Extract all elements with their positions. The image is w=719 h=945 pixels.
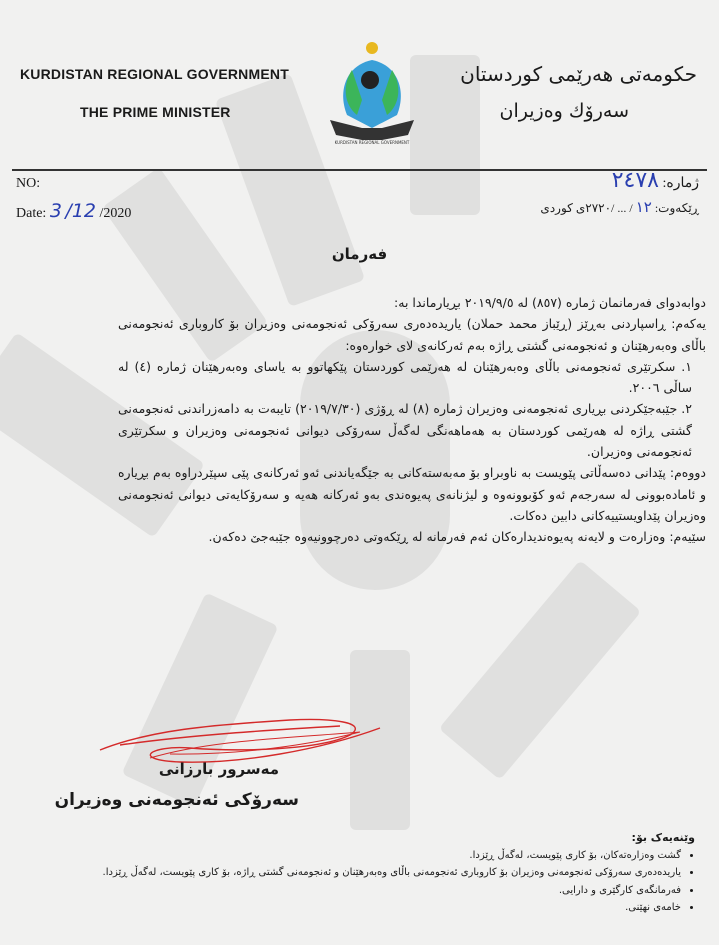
- clause-first: یەکەم: ڕاسپاردنی بەڕێز (ڕێباز محمد حملان) یاریدەدەری سەرۆکی ئەنجومەنی وەزیران بۆ کاروباری ئەنجومەنی باڵای وەبەرهێنان و ئەنجومەنی گشتی ڕاژە بەم ئەرکانەی لای خوارەوە:: [118, 316, 706, 353]
- date-label-ku: ڕێکەوت:: [654, 201, 699, 215]
- number-label-ku: ژمارە:: [662, 176, 699, 191]
- copies-heading: وێنەیەک بۆ:: [631, 831, 695, 844]
- date-month: /12: [65, 200, 96, 222]
- copy-recipient: • فەرمانگەی کارگێری و دارایی.: [103, 882, 681, 900]
- copy-recipient: • خامەی نهێنی.: [103, 899, 681, 917]
- number-ku: [612, 168, 699, 193]
- emblem-caption: KURDISTAN REGIONAL GOVERNMENT: [334, 140, 410, 145]
- krg-emblem: [322, 40, 422, 150]
- copies-list: [103, 829, 695, 917]
- intro-paragraph: دوابەدوای فەرمانمان ژمارە (٨٥٧) لە ٢٠١٩/٩/٥ بڕیارماندا بە:: [394, 295, 706, 310]
- watermark-bar: [439, 560, 642, 780]
- document-body: [118, 292, 706, 548]
- office-name-en: THE PRIME MINISTER: [80, 104, 231, 120]
- clause-first-item-2: ٢. جێبەجێکردنی بڕیاری ئەنجومەنی وەزیران ژمارە (٨) لە ڕۆژی (٢٠١٩/٧/٣٠) تایبەت بە دامەزراندنی ئەنجومەنی گشتی ڕاژە لە هەرێمی کوردستان بە هەماهەنگی لەگەڵ سەرۆکی دیوانی ئەنجومەنی وەزیران و سکرتێری ئەنجومەنی وەزیران.: [118, 401, 693, 460]
- copy-recipient: • گشت وەزارەتەکان، بۆ کاری پێویست، لەگەڵ ڕێزدا.: [103, 847, 681, 865]
- date-rest-ku: / ... /٢٧٢٠ی کوردی: [540, 201, 633, 215]
- date-day: 3: [49, 200, 62, 222]
- date-year: /2020: [99, 206, 132, 221]
- header-divider: [12, 169, 707, 171]
- date-day-ku: ١٢: [635, 198, 652, 216]
- number-label-en: NO:: [16, 176, 41, 191]
- office-name-ku: سەرۆك وەزیران: [499, 100, 629, 122]
- clause-third: سێیەم: وەزارەت و لایەنە پەیوەندیدارەکان ئەم فەرمانە لە ڕێکەوتی دەرچوونیەوە جێبەجێ دەکەن.: [208, 529, 706, 545]
- clause-second: دووەم: پێدانی دەسەڵاتی پێویست بە ناوبراو بۆ مەبەستەکانی بە جێگەیاندنی ئەو ئەرکانەی پێی سپێردراوە بەم بڕیارە و ئامادەبوونی لە سەرجەم ئەو کۆبوونەوە و لیژنانەی پەیوەندی بەو ئەرکانە هەیە و سەرۆکایەتی دیوانی ئەنجومەنی وەزیران پێداویستییەکانی دابین دەکات.: [118, 465, 706, 523]
- date-ku: [540, 198, 699, 216]
- number-value: ٢٤٧٨: [611, 168, 659, 193]
- clause-first-item-1: ١. سکرتێری ئەنجومەنی باڵای وەبەرهێنان لە هەرێمی کوردستان پێکهاتوو بە یاسای وەبەرهێنان ژمارە (٤) لە ساڵی ٢٠٠٦.: [118, 358, 692, 396]
- org-name-en: KURDISTAN REGIONAL GOVERNMENT: [20, 66, 289, 82]
- date-label: Date:: [16, 206, 47, 221]
- date-en: [16, 200, 131, 222]
- org-name-ku: حکومەتی هەرێمی کوردستان: [460, 62, 697, 86]
- copy-recipient: • یاریدەدەری سەرۆکی ئەنجومەنی وەزیران بۆ کاروباری ئەنجومەنی باڵای وەبەرهێنان و ئەنجومەنی گشتی ڕاژە، بۆ کاری پێویست، لەگەڵ ڕێزدا.: [103, 864, 681, 882]
- signatory-name: مەسرور بارزانی: [158, 760, 279, 778]
- document-title: فەرمان: [331, 245, 388, 263]
- signatory-position: سەرۆکی ئەنجومەنی وەزیران: [54, 790, 299, 810]
